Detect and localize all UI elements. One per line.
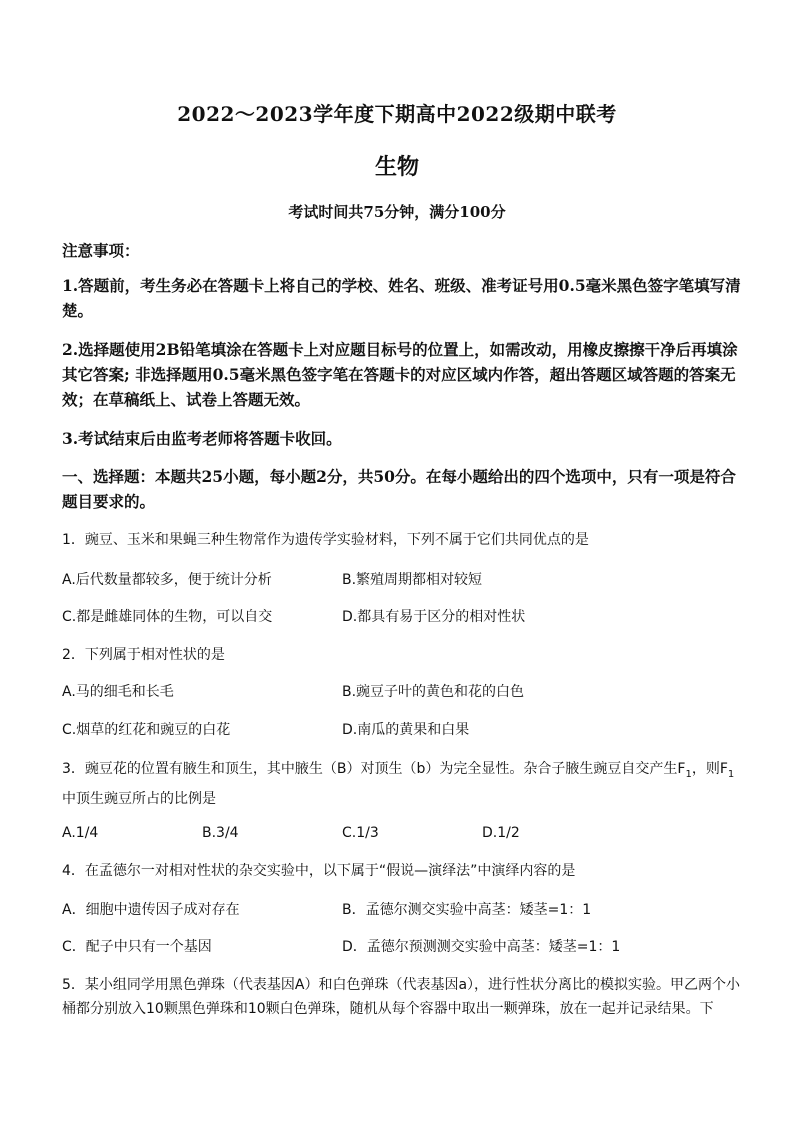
question-5-stem: 5．某小组同学用黑色弹珠（代表基因A）和白色弹珠（代表基因a），进行性状分离比的模拟实验。甲乙两个小桶都分别放入10颗黑色弹珠和10颗白色弹珠，随机从每个容器中取出一颗弹珠，放在一起并记录结果。下 [62,977,741,1017]
question-1-option-c: C.都是雌雄同体的生物，可以自交 [62,609,273,625]
question-3-option-b: B.3/4 [202,825,239,841]
subject-title: 生物 [374,154,419,180]
question-4-option-a: A．细胞中遗传因子成对存在 [62,902,240,918]
section-1-heading: 一、选择题：本题共25小题，每小题2分，共50分。在每小题给出的四个选项中，只有一项是符合题目要求的。 [62,467,736,511]
question-2-option-c: C.烟草的红花和豌豆的白花 [62,722,231,738]
question-3-stem: 3．豌豆花的位置有腋生和顶生，其中腋生（B）对顶生（b）为完全显性。杂合子腋生豌豆自交产生$F_1$，则$F_1$中顶生豌豆所占的比例是 [62,761,735,807]
question-4-option-b: B．孟德尔测交实验中高茎：矮茎=1：1 [342,902,592,918]
notice-item-3: 3.考试结束后由监考老师将答题卡收回。 [62,429,342,448]
question-3-option-d: D.1/2 [482,825,520,841]
question-2-option-b: B.豌豆子叶的黄色和花的白色 [342,684,525,700]
notice-item-1: 1.答题前，考生务必在答题卡上将自己的学校、姓名、班级、准考证号用0.5毫米黑色签字笔填写清楚。 [62,276,741,320]
question-4-option-d: D．孟德尔预测测交实验中高茎：矮茎=1：1 [342,939,621,955]
question-3-option-c: C.1/3 [342,825,379,841]
question-1-option-d: D.都具有易于区分的相对性状 [342,609,526,625]
question-2-option-a: A.马的细毛和长毛 [62,684,174,700]
question-1-option-a: A.后代数量都较多，便于统计分析 [62,572,272,588]
exam-title: 2022～2023学年度下期高中2022级期中联考 [177,102,617,126]
question-2-stem: 2．下列属于相对性状的是 [62,647,225,663]
question-4-option-c: C．配子中只有一个基因 [62,939,212,955]
question-1-stem: 1．豌豆、玉米和果蝇三种生物常作为遗传学实验材料，下列不属于它们共同优点的是 [62,532,589,548]
question-4-stem: 4．在孟德尔一对相对性状的杂交实验中，以下属于“假说—演绎法”中演绎内容的是 [62,863,576,879]
question-1-option-b: B.繁殖周期都相对较短 [342,572,483,588]
notice-heading: 注意事项： [62,241,140,260]
time-note: 考试时间共75分钟，满分100分 [288,203,506,221]
notice-item-2: 2.选择题使用2B铅笔填涂在答题卡上对应题目标号的位置上，如需改动，用橡皮擦擦干净后再填涂其它答案; 非选择题用0.5毫米黑色签字笔在答题卡的对应区域内作答，超出答题区域答题的答案无效；在草稿纸上、试卷上答题无效。 [62,340,738,409]
question-2-option-d: D.南瓜的黄果和白果 [342,722,470,738]
question-3-option-a: A.1/4 [62,825,99,841]
